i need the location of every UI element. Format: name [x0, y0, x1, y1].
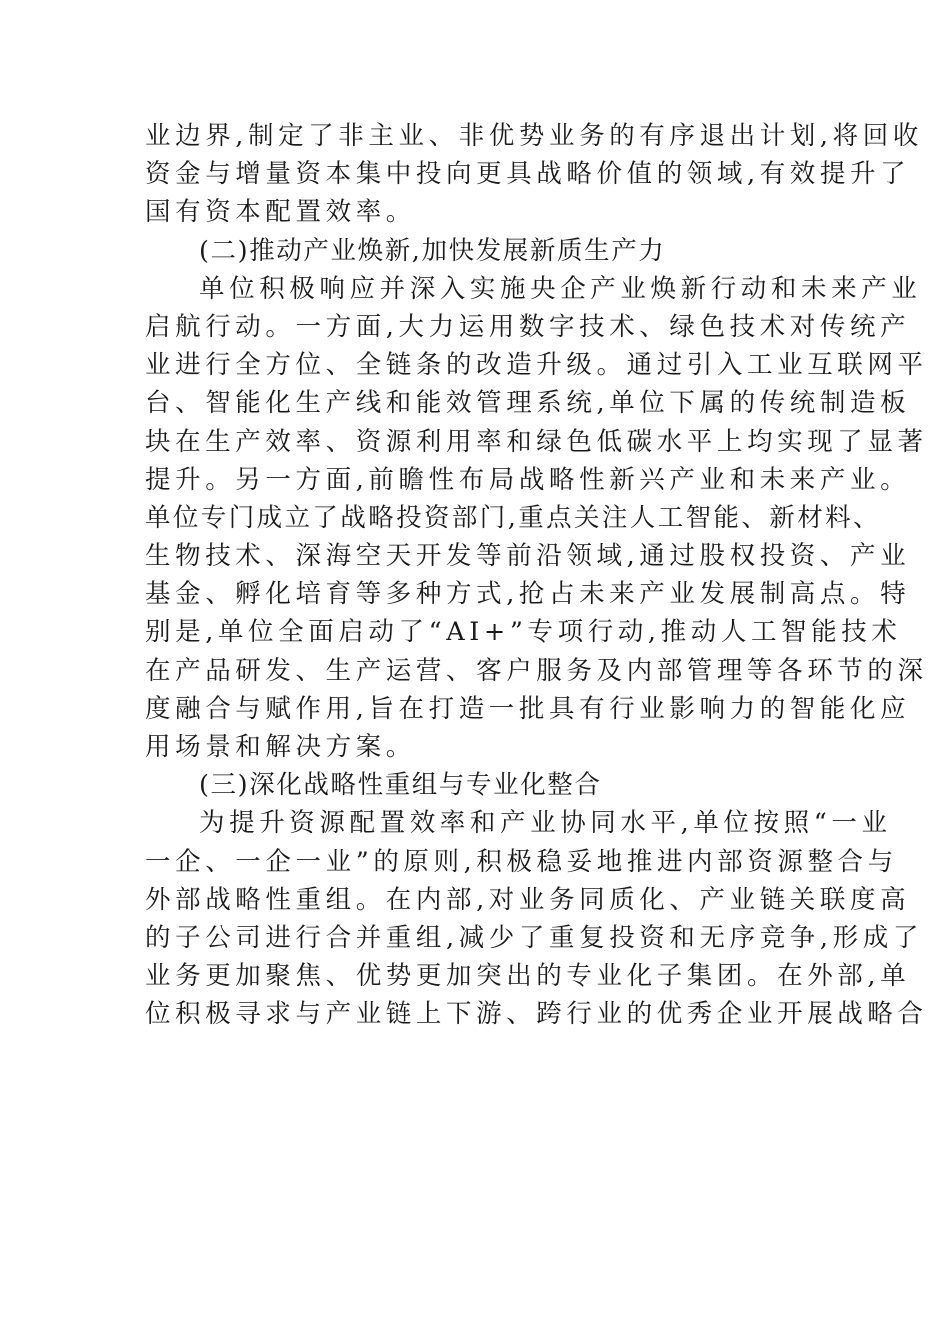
- text-line: 国有资本配置效率。: [145, 197, 416, 228]
- heading-line: (三)深化战略性重组与专业化整合: [199, 770, 602, 801]
- text-line: 台、智能化生产线和能效管理系统,单位下属的传统制造板: [145, 388, 911, 419]
- section-heading: [145, 232, 825, 270]
- text-line: 业务更加聚焦、优势更加突出的专业化子集团。在外部,单: [145, 961, 911, 992]
- text-line: 启航行动。一方面,大力运用数字技术、绿色技术对传统产: [145, 311, 911, 342]
- text-line: 别是,单位全面启动了“AI+”专项行动,推动人工智能技术: [145, 617, 902, 648]
- text-line: 度融合与赋作用,旨在打造一批具有行业影响力的智能化应: [145, 693, 911, 724]
- text-line: 外部战略性重组。在内部,对业务同质化、产业链关联度高: [145, 884, 911, 915]
- text-line: 一企、一企一业”的原则,积极稳妥地推进内部资源整合与: [145, 846, 898, 877]
- text-line: 为提升资源配置效率和产业协同水平,单位按照“一业: [199, 808, 892, 839]
- text-line: 单位积极响应并深入实施央企产业焕新行动和未来产业: [199, 273, 922, 304]
- text-line: 业边界,制定了非主业、非优势业务的有序退出计划,将回收: [145, 121, 923, 151]
- text-line: 位积极寻求与产业链上下游、跨行业的优秀企业开展战略合: [145, 999, 928, 1030]
- text-line: 在产品研发、生产运营、客户服务及内部管理等各环节的深: [145, 655, 928, 686]
- body-paragraph: [145, 117, 923, 232]
- body-paragraph: [145, 270, 928, 766]
- body-paragraph: [145, 804, 928, 1033]
- heading-line: (二)推动产业焕新,加快发展新质生产力: [199, 235, 666, 266]
- section-heading: [145, 766, 825, 804]
- text-line: 提升。另一方面,前瞻性布局战略性新兴产业和未来产业。: [145, 464, 911, 495]
- text-line: 单位专门成立了战略投资部门,重点关注人工智能、新材料、: [145, 502, 881, 533]
- text-line: 的子公司进行合并重组,减少了重复投资和无序竞争,形成了: [145, 922, 923, 953]
- text-line: 用场景和解决方案。: [145, 732, 416, 762]
- text-line: 块在生产效率、资源利用率和绿色低碳水平上均实现了显著: [145, 426, 928, 457]
- text-line: 资金与增量资本集中投向更具战略价值的领域,有效提升了: [145, 159, 911, 190]
- document-page: [145, 117, 928, 1034]
- text-line: 生物技术、深海空天开发等前沿领域,通过股权投资、产业: [145, 541, 911, 572]
- text-line: 基金、孵化培育等多种方式,抢占未来产业发展制高点。特: [145, 579, 911, 610]
- text-line: 业进行全方位、全链条的改造升级。通过引入工业互联网平: [145, 350, 928, 381]
